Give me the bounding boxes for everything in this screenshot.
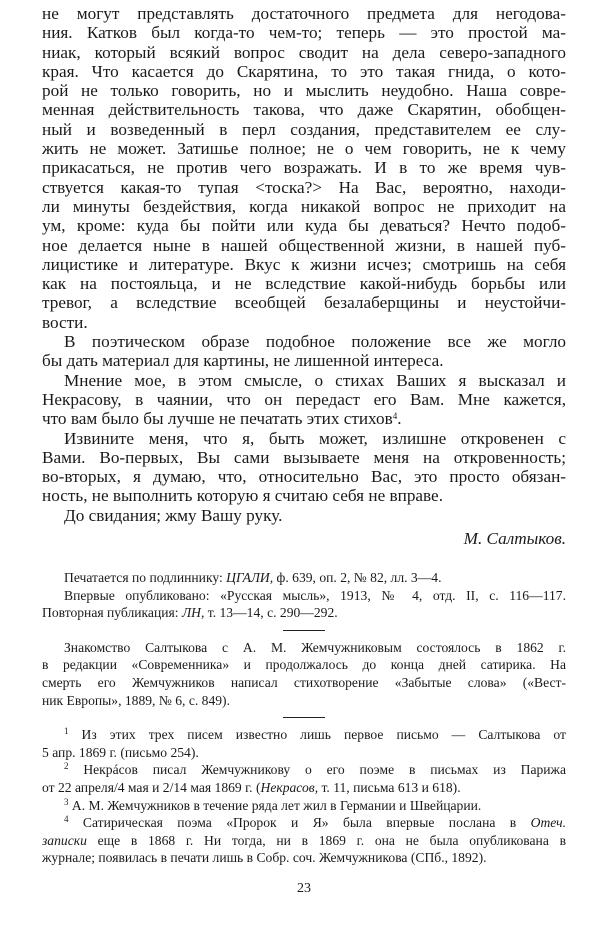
text-line [42, 832, 566, 850]
divider [283, 717, 325, 718]
text-line [42, 761, 566, 779]
footnote-marker: 4 [392, 411, 398, 422]
text-segment: . [397, 409, 402, 429]
text-line: в редакции «Современника» и продолжалось до конца дней сатирика. На [42, 657, 566, 673]
footnote-marker: 4 [64, 814, 69, 825]
source-notes [42, 569, 566, 622]
text-line: не могут представлять достаточного предмета для негодова- [42, 4, 566, 23]
paragraph [42, 761, 566, 796]
paragraph [42, 569, 566, 587]
footnote-marker: 3 [64, 796, 69, 807]
text-line: ное делается ныне в нашей общественной жизни, в нашей пуб- [42, 235, 566, 255]
text-segment: т. 11, письма 613 и 618). [318, 779, 461, 795]
text-line: Знакомство Салтыкова с А. М. Жемчужниковым состоялось в 1862 г. [64, 639, 566, 655]
text-line [42, 814, 566, 832]
text-segment: от 22 апреля/4 мая и 2/14 мая 1869 г. ( [42, 779, 261, 795]
text-segment: ф. 639, оп. 2, № 82, лл. 3—4. [273, 570, 442, 586]
notes-block [42, 569, 566, 867]
text-line: как на постояльца, и не вследствие какой-нибудь борьбы или [42, 274, 566, 294]
text-line [42, 726, 566, 744]
paragraph [42, 371, 566, 429]
text-segment: А. М. Жемчужников в течение ряда лет жил в Германии и Швейцарии. [68, 797, 482, 813]
paragraph [42, 814, 566, 867]
signature: М. Салтыков. [463, 529, 566, 549]
italic-text: Некрасов, [260, 779, 319, 795]
paragraph [42, 506, 566, 525]
commentary [42, 639, 566, 709]
text-segment: что вам было бы лучше не печатать этих стихов [42, 409, 393, 429]
paragraph [42, 4, 566, 332]
footnotes [42, 726, 566, 867]
text-line: лицистике и литературе. Вкус к жизни исчез; смотришь на себя [42, 254, 566, 274]
text-line: тревог, а вследствие всеобщей безалаберщины и неустойчи- [42, 293, 566, 313]
text-line: ния. Катков был когда-то чем-то; теперь — это простой ма- [42, 23, 566, 43]
text-line: В поэтическом образе подобное положение все же могло [64, 332, 566, 352]
paragraph [42, 726, 566, 761]
paragraph [42, 429, 566, 506]
text-line [42, 779, 566, 797]
text-line: Некрасову, в чаянии, что он передаст его Вам. Мне кажется, [42, 389, 566, 409]
text-line: бы дать материал для картины, не лишенной интереса. [42, 351, 444, 371]
paragraph [42, 639, 566, 709]
italic-text: Отеч. [530, 815, 566, 831]
text-line: Мнение мое, в этом смысле, о стихах Ваших я высказал и [64, 370, 566, 390]
text-segment: т. 13—14, с. 290—292. [204, 605, 338, 621]
paragraph [42, 332, 566, 371]
text-line: ниак, который всякий вопрос сводит на дела северо-западного [42, 42, 566, 62]
text-line: Извините меня, что я, быть может, излишне откровенен с [64, 428, 566, 448]
book-page [42, 4, 566, 897]
text-line: края. Что касается до Скарятина, то это такая гнида, о кото- [42, 61, 566, 81]
text-line: ник Европы», 1889, № 6, с. 849). [42, 692, 230, 708]
text-segment: Из этих трех писем известно лишь первое письмо — Салтыкова от [68, 727, 566, 743]
text-line: До свидания; жму Вашу руку. [64, 505, 283, 525]
divider [283, 630, 325, 631]
text-line: смерть его Жемчужников написал стихотворение «Забытые слова» («Вест- [42, 674, 566, 690]
text-segment: еще в 1868 г. Ни тогда, ни в 1869 г. она не была опубликована в [86, 832, 566, 848]
footnote-marker: 2 [64, 761, 69, 772]
footnote-marker: 1 [64, 726, 69, 737]
letter-body [42, 4, 566, 525]
text-line: журнале; появилась в печати лишь в Собр. соч. Жемчужникова (СПб., 1892). [42, 850, 487, 866]
text-line: менная действительность такова, что даже Скарятин, обобщен- [42, 100, 566, 120]
text-line: ный и возведенный в перл создания, представителем ее слу- [42, 119, 566, 139]
text-line [42, 569, 566, 587]
page-number: 23 [297, 880, 311, 896]
text-line [42, 797, 566, 815]
italic-text: ЦГАЛИ, [226, 570, 274, 586]
text-segment: Сатирическая поэма «Пророк и Я» была впервые послана в [68, 815, 531, 831]
text-line: прикасаться, не против чего возражать. И в то же время чув- [42, 158, 566, 178]
text-line: Впервые опубликовано: «Русская мысль», 1913, № 4, отд. II, с. 116—117. [64, 587, 566, 603]
text-line [42, 409, 566, 428]
text-segment: Печатается по подлиннику: [64, 570, 227, 586]
text-line: ность, не выполнить которую я считаю себя не вправе. [42, 486, 443, 506]
italic-text: записки [42, 832, 87, 848]
paragraph [42, 797, 566, 815]
text-line: во-вторых, я думаю, что, относительно Вас, это просто обязан- [42, 467, 566, 487]
italic-text: ЛН, [181, 605, 205, 621]
text-segment: Некрáсов писал Жемчужникову о его поэме в письмах из Парижа [68, 762, 566, 778]
text-line: 5 апр. 1869 г. (письмо 254). [42, 744, 199, 760]
text-segment: Повторная публикация: [42, 605, 182, 621]
text-line: жить не может. Затишье полное; не о чем говорить, не к чему [42, 139, 566, 159]
paragraph [42, 587, 566, 622]
text-line: ум, кроме: куда бы пойти или куда бы деваться? Нечто подоб- [42, 216, 566, 236]
text-line: вости. [42, 312, 88, 332]
text-line: ствуется какая-то тупая <тоска?> На Вас, вероятно, находи- [42, 177, 566, 197]
text-line: рой не только говорить, но и мыслить неудобно. Наша совре- [42, 81, 566, 101]
text-line: ли минуты бездействия, когда никакой вопрос не приходит на [42, 196, 566, 216]
text-line [42, 604, 566, 622]
text-line: Вами. Во-первых, Вы сами вызываете меня на откровенность; [42, 447, 566, 467]
